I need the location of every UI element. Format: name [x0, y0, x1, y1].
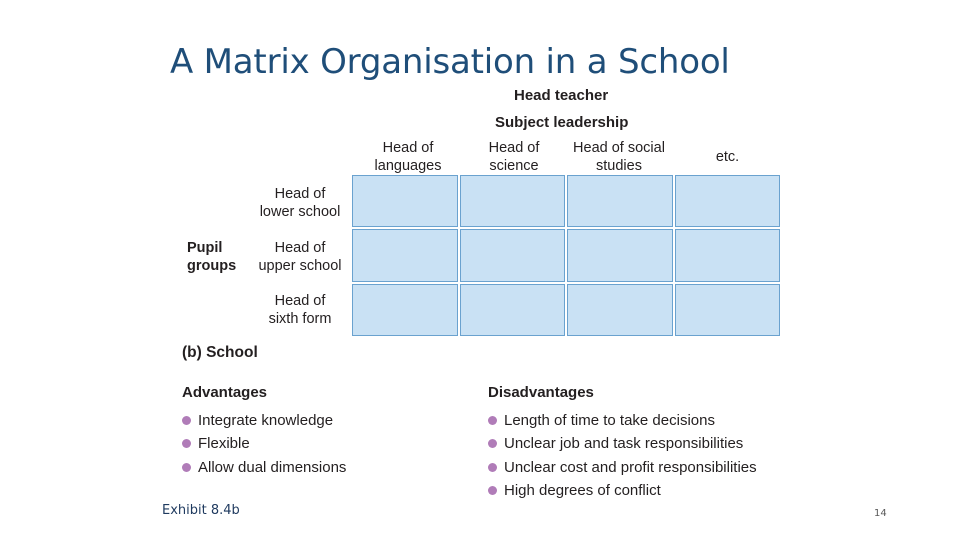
column-header-science: Head of science [488, 140, 540, 174]
row-header-lower-school: Head of lower school [259, 186, 341, 220]
list-item: Integrate knowledge [182, 409, 346, 432]
head-teacher-label: Head teacher [514, 87, 609, 104]
matrix-cell [675, 284, 781, 336]
list-item: Length of time to take decisions [488, 409, 757, 432]
figure-caption: (b) School [182, 344, 258, 361]
bullet-icon [182, 439, 191, 448]
column-header-etc: etc. [715, 149, 740, 165]
exhibit-label: Exhibit 8.4b [162, 503, 240, 518]
matrix-cell [352, 284, 458, 336]
bullet-icon [182, 463, 191, 472]
bullet-icon [182, 416, 191, 425]
bullet-icon [488, 486, 497, 495]
subject-leadership-label: Subject leadership [495, 114, 629, 131]
matrix-cell [352, 175, 458, 227]
matrix-cell [460, 229, 566, 281]
disadvantages-list [488, 409, 757, 502]
row-header-upper-school: Head of upper school [258, 240, 342, 274]
matrix-cell [352, 229, 458, 281]
disadvantages-heading: Disadvantages [488, 384, 594, 401]
matrix-cell [567, 284, 673, 336]
bullet-icon [488, 463, 497, 472]
matrix-grid [352, 175, 780, 336]
bullet-icon [488, 439, 497, 448]
matrix-cell [675, 175, 781, 227]
list-item: High degrees of conflict [488, 479, 757, 502]
pupil-groups-label: Pupil groups [187, 240, 237, 274]
page-number: 14 [874, 508, 887, 519]
list-item: Unclear cost and profit responsibilities [488, 456, 757, 479]
matrix-cell [675, 229, 781, 281]
column-header-social-studies: Head of social studies [573, 140, 665, 174]
column-header-languages: Head of languages [374, 140, 442, 174]
advantages-heading: Advantages [182, 384, 268, 401]
advantages-list [182, 409, 346, 479]
slide-title: A Matrix Organisation in a School [170, 42, 730, 82]
list-item: Unclear job and task responsibilities [488, 432, 757, 455]
matrix-cell [567, 229, 673, 281]
matrix-cell [460, 175, 566, 227]
list-item: Flexible [182, 432, 346, 455]
row-header-sixth-form: Head of sixth form [268, 293, 332, 327]
bullet-icon [488, 416, 497, 425]
list-item: Allow dual dimensions [182, 456, 346, 479]
matrix-cell [567, 175, 673, 227]
matrix-cell [460, 284, 566, 336]
